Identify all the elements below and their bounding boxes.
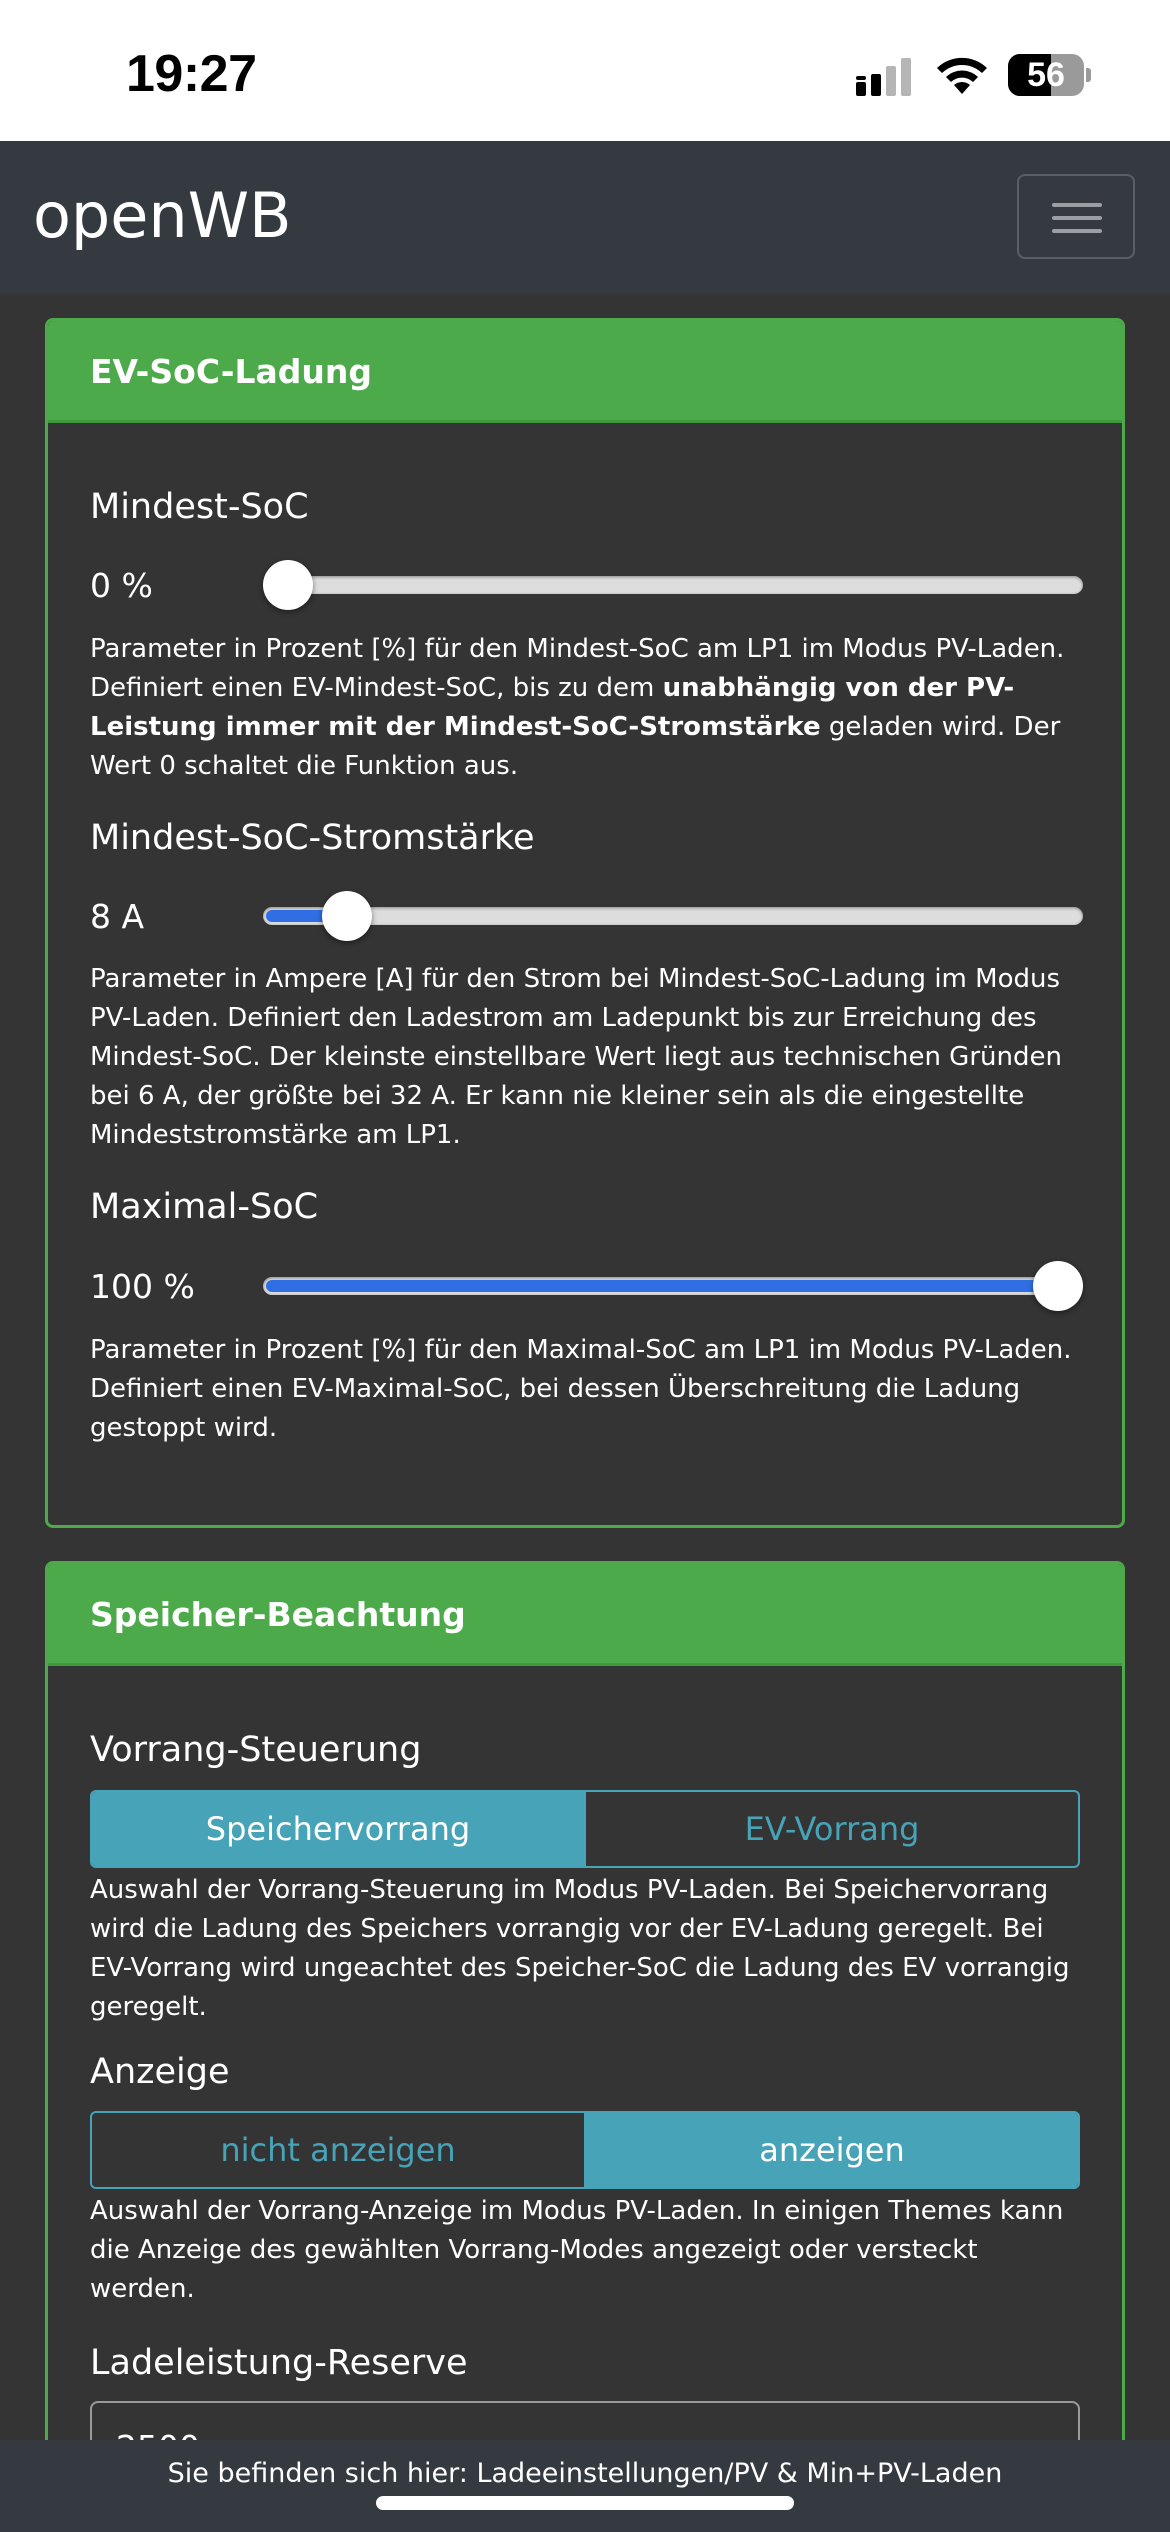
breadcrumb: Sie befinden sich hier: Ladeeinstellungen/PV & Min+PV-Laden xyxy=(167,2458,1003,2489)
home-indicator[interactable] xyxy=(376,2496,794,2510)
storage-card xyxy=(45,1561,1125,2461)
display-option-show[interactable]: anzeigen xyxy=(584,2113,1078,2187)
min-soc-label: Mindest-SoC xyxy=(90,487,309,527)
min-soc-current-value: 8 A xyxy=(90,897,145,936)
min-soc-current-label: Mindest-SoC-Stromstärke xyxy=(90,818,535,858)
slider-fill xyxy=(266,1280,1058,1292)
status-time: 19:27 xyxy=(126,45,257,103)
min-soc-help: Parameter in Prozent [%] für den Mindest-SoC am LP1 im Modus PV-Laden. Definiert einen EV-Mindest-SoC, bis zu dem unabhängig von der PV-Leistung immer mit der Mindest-SoC-Stromstärke geladen wird. Der Wert 0 schaltet die Funktion aus. xyxy=(90,634,1065,781)
hamburger-menu-icon[interactable] xyxy=(1017,174,1135,259)
max-soc-value: 100 % xyxy=(90,1267,195,1306)
ev-soc-card xyxy=(45,318,1125,1528)
ev-soc-card-title: EV-SoC-Ladung xyxy=(48,321,1122,423)
priority-help: Auswahl der Vorrang-Steuerung im Modus PV-Laden. Bei Speichervorrang wird die Ladung des Speichers vorrangig vor der EV-Ladung geregelt. Bei EV-Vorrang wird ungeachtet des Speicher-SoC die Ladung des EV vorrangig geregelt. xyxy=(90,1875,1070,2022)
reserve-label: Ladeleistung-Reserve xyxy=(90,2343,468,2383)
min-soc-current-help: Parameter in Ampere [A] für den Strom bei Mindest-SoC-Ladung im Modus PV-Laden. Definiert den Ladestrom am Ladepunkt bis zur Erreichung des Mindest-SoC. Der kleinste einstellbare Wert liegt aus technischen Gründen bei 6 A, der größte bei 32 A. Er kann nie kleiner sein als die eingestellte Mindeststromstärke am LP1. xyxy=(90,964,1062,1150)
priority-label: Vorrang-Steuerung xyxy=(90,1730,422,1770)
cellular-signal-icon xyxy=(856,56,916,96)
navbar xyxy=(0,141,1170,294)
wifi-icon xyxy=(934,54,990,96)
brand-logo[interactable]: openWB xyxy=(33,179,292,252)
priority-option-storage[interactable]: Speichervorrang xyxy=(92,1792,584,1866)
display-label: Anzeige xyxy=(90,2052,230,2092)
max-soc-slider[interactable] xyxy=(263,1277,1083,1295)
display-help: Auswahl der Vorrang-Anzeige im Modus PV-Laden. In einigen Themes kann die Anzeige des gewählten Vorrang-Modes angezeigt oder versteckt werden. xyxy=(90,2196,1064,2304)
battery-level: 56 xyxy=(1027,56,1065,94)
storage-card-title: Speicher-Beachtung xyxy=(48,1564,1122,1666)
max-soc-help: Parameter in Prozent [%] für den Maximal-SoC am LP1 im Modus PV-Laden. Definiert einen EV-Maximal-SoC, bei dessen Überschreitung die Ladung gestoppt wird. xyxy=(90,1335,1072,1443)
min-soc-slider[interactable] xyxy=(263,576,1083,594)
max-soc-label: Maximal-SoC xyxy=(90,1187,319,1227)
battery-icon xyxy=(1008,54,1090,96)
priority-option-ev[interactable]: EV-Vorrang xyxy=(584,1792,1078,1866)
min-soc-current-slider[interactable] xyxy=(263,907,1083,925)
slider-thumb[interactable] xyxy=(322,891,372,941)
status-bar xyxy=(0,0,1170,141)
footer xyxy=(0,2440,1170,2532)
priority-button-group xyxy=(90,1790,1080,1868)
display-button-group xyxy=(90,2111,1080,2189)
min-soc-value: 0 % xyxy=(90,566,153,605)
display-option-hide[interactable]: nicht anzeigen xyxy=(220,2131,456,2169)
slider-thumb[interactable] xyxy=(263,560,313,610)
slider-thumb[interactable] xyxy=(1033,1261,1083,1311)
